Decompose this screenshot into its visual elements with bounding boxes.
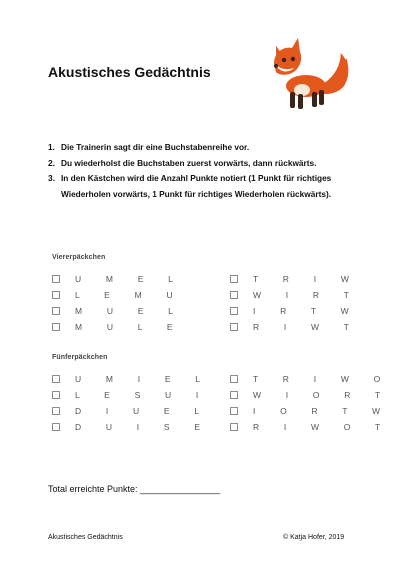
footer-copyright: © Katja Hofer, 2019 (283, 534, 345, 541)
total-points-line[interactable]: Total erreichte Punkte: ________________ (48, 484, 221, 494)
score-checkbox[interactable] (230, 375, 238, 383)
letter-row: R I W T (230, 320, 360, 334)
letter-row: M U L E (52, 320, 184, 334)
section-label-fuenferpaeckchen: Fünferpäckchen (52, 354, 108, 361)
score-checkbox[interactable] (52, 391, 60, 399)
letter-row: T R I W (230, 272, 360, 286)
instruction-item: 1. Die Trainerin sagt dir eine Buchstabenreihe vor. (48, 142, 250, 152)
score-checkbox[interactable] (230, 307, 238, 315)
score-checkbox[interactable] (230, 391, 238, 399)
score-checkbox[interactable] (52, 291, 60, 299)
letter-row: W I O R T (230, 388, 391, 402)
letter-row: M U E L (52, 304, 184, 318)
instruction-item: 3. In den Kästchen wird die Anzahl Punkte notiert (1 Punkt für richtiges Wiederholen vorwärts, 1 Punkt für richtiges Wiederholen rückwärts). (48, 173, 332, 199)
letter-row: I O R T W (230, 404, 391, 418)
score-checkbox[interactable] (230, 407, 238, 415)
footer-title: Akustisches Gedächtnis (48, 534, 123, 541)
page-title: Akustisches Gedächtnis (48, 64, 211, 80)
score-checkbox[interactable] (52, 323, 60, 331)
letter-row: T R I W O (230, 372, 391, 386)
letter-row: U M I E L (52, 372, 211, 386)
letter-row: U M E L (52, 272, 184, 286)
score-checkbox[interactable] (230, 291, 238, 299)
letter-row: R I W O T (230, 420, 391, 434)
letter-row: D I U E L (52, 404, 210, 418)
instruction-item: 2. Du wiederholst die Buchstaben zuerst vorwärts, dann rückwärts. (48, 157, 317, 168)
score-checkbox[interactable] (52, 275, 60, 283)
letter-row: L E M U (52, 288, 184, 302)
score-checkbox[interactable] (230, 423, 238, 431)
fox-illustration (262, 34, 352, 116)
score-checkbox[interactable] (230, 323, 238, 331)
letter-row: L E S U I (52, 388, 210, 402)
score-checkbox[interactable] (230, 275, 238, 283)
score-checkbox[interactable] (52, 375, 60, 383)
letter-row: W I R T (230, 288, 360, 302)
letter-row: D U I S E (52, 420, 211, 434)
letter-row: I R T W (230, 304, 360, 318)
score-checkbox[interactable] (52, 407, 60, 415)
score-checkbox[interactable] (52, 307, 60, 315)
instructions-list (48, 140, 368, 202)
score-checkbox[interactable] (52, 423, 60, 431)
section-label-viererpaeckchen: Viererpäckchen (52, 254, 106, 261)
